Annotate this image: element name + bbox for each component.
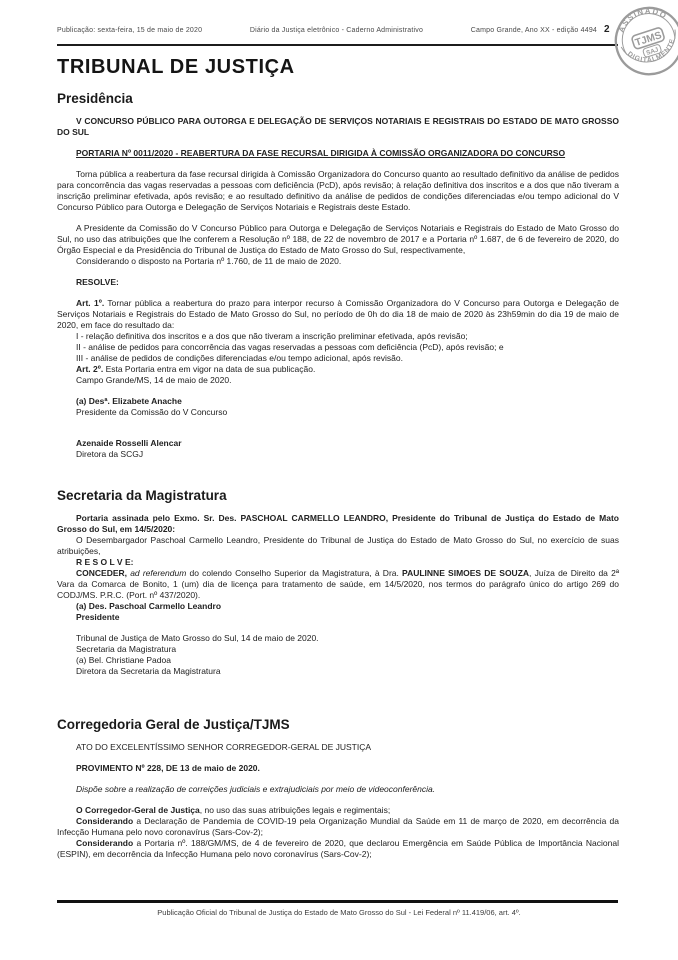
- text-run: PROVIMENTO Nº 228, DE 13 de maio de 2020.: [76, 763, 260, 773]
- text-run: A Presidente da Comissão do V Concurso Público para Outorga e Delegação de Serviços Notariais e Registrais do Estado de Mato Grosso do Sul, no uso das atribuições que lhe conferem a Resolução nº 188, de 22 de novembro de 2017 e a Portaria nº 1.687, de 6 de fevereiro de 2020, do Órgão Especial e da Presidência do Tribunal de Justiça do Estado de Mato Grosso do Sul, respectivamente,: [57, 223, 619, 255]
- document-section: [57, 91, 619, 460]
- text-run: Presidente: [76, 612, 120, 622]
- paragraph: [57, 449, 619, 460]
- text-run: ATO DO EXCELENTÍSSIMO SENHOR CORREGEDOR-GERAL DE JUSTIÇA: [76, 742, 372, 752]
- paragraph: [57, 438, 619, 449]
- stamp-unit-text: SAJ: [645, 46, 660, 57]
- text-run: Diretora da SCGJ: [76, 449, 144, 459]
- page-number: 2: [604, 24, 610, 35]
- paragraph: [57, 375, 619, 386]
- paragraph: [57, 116, 619, 138]
- text-run: CONCEDER,: [76, 568, 131, 578]
- paragraph: [57, 633, 619, 644]
- text-run: (a) Des. Paschoal Carmello Leandro: [76, 601, 222, 611]
- stamp-top-text: ASSINADO: [616, 6, 669, 34]
- paragraph: [57, 816, 619, 838]
- paragraph: [57, 644, 619, 655]
- paragraph: [57, 742, 619, 753]
- text-run: O Desembargador Paschoal Carmello Leandro, Presidente do Tribunal de Justiça do Estado de Mato Grosso do Sul, no exercício de suas atribuições,: [57, 535, 619, 556]
- paragraph: [57, 364, 619, 375]
- publication-date: Publicação: sexta-feira, 15 de maio de 2020: [57, 27, 203, 34]
- text-run: Art. 2º.: [76, 364, 104, 374]
- paragraph: [57, 298, 619, 331]
- paragraph: [57, 331, 619, 342]
- text-run: Considerando: [76, 816, 134, 826]
- text-run: a Portaria nº. 188/GM/MS, de 4 de fevereiro de 2020, que declarou Emergência em Saúde Pública de Importância Nacional (ESPIN), em decorrência da Infecção Humana pelo novo coronavírus (Sars-Cov-2);: [57, 838, 619, 859]
- text-run: (a) Bel. Christiane Padoa: [76, 655, 171, 665]
- paragraph: [57, 557, 619, 568]
- paragraph: [57, 396, 619, 407]
- section-heading: Corregedoria Geral de Justiça/TJMS: [57, 717, 290, 732]
- text-run: III - análise de pedidos de condições diferenciadas e/ou tempo adicional, após revisão.: [76, 353, 403, 363]
- paragraph: [57, 601, 619, 612]
- text-run: Esta Portaria entra em vigor na data de sua publicação.: [103, 364, 316, 374]
- paragraph: [57, 763, 619, 774]
- footer-note: Publicação Oficial do Tribunal de Justiça do Estado de Mato Grosso do Sul - Lei Federal nº 11.419/06, art. 4º.: [157, 908, 521, 917]
- footer-divider: [57, 900, 618, 903]
- digital-signature-stamp-icon: [610, 0, 678, 86]
- stamp-org-text: TJMS: [633, 30, 664, 50]
- text-run: Campo Grande/MS, 14 de maio de 2020.: [76, 375, 232, 385]
- paragraph: [57, 256, 619, 267]
- document-section: [57, 488, 619, 677]
- paragraph: [57, 666, 619, 677]
- section-heading: Presidência: [57, 91, 133, 106]
- text-run: Tornar pública a reabertura do prazo para interpor recurso à Comissão Organizadora do V Concurso para Outorga e Delegação de Serviços Notariais e Registrais do Estado de Mato Grosso do Sul, no período de 0h do dia 18 de maio de 2020 às 23h59min do dia 19 de maio de 2020, em face do resultado da:: [57, 298, 619, 330]
- text-run: PAULINNE SIMOES DE SOUZA: [402, 568, 530, 578]
- header-divider: [57, 44, 618, 46]
- section-heading: Secretaria da Magistratura: [57, 488, 227, 503]
- paragraph: [57, 805, 619, 816]
- text-run: I - relação definitiva dos inscritos e a dos que não tiveram a inscrição preliminar efetivada, após revisão;: [76, 331, 468, 341]
- text-run: , no uso das suas atribuições legais e regimentais;: [199, 805, 391, 815]
- document-section: [57, 717, 619, 860]
- text-run: PORTARIA Nº 0011/2020 - REABERTURA DA FASE RECURSAL DIRIGIDA À COMISSÃO ORGANIZADORA DO CONCURSO: [76, 148, 566, 158]
- text-run: Azenaide Rosselli Alencar: [76, 438, 182, 448]
- paragraph: [57, 568, 619, 601]
- text-run: do colendo Conselho Superior da Magistratura, à Dra.: [186, 568, 403, 578]
- text-run: RESOLVE:: [76, 277, 119, 287]
- text-run: a Declaração de Pandemia de COVID-19 pela Organização Mundial da Saúde em 11 de março de 2020, em decorrência da Infecção Humana pelo novo coronavírus (Sars-Cov-2);: [57, 816, 619, 837]
- text-run: (a) Desª. Elizabete Anache: [76, 396, 182, 406]
- text-run: Art. 1º.: [76, 298, 105, 308]
- text-run: Portaria assinada pelo Exmo. Sr. Des. PASCHOAL CARMELLO LEANDRO, Presidente do Tribunal de Justiça do Estado de Mato Grosso do Sul, em 14/5/2020:: [57, 513, 619, 534]
- text-run: ad referendum: [130, 568, 187, 578]
- paragraph: [57, 655, 619, 666]
- paragraph: [57, 838, 619, 860]
- page-header: [57, 27, 597, 34]
- paragraph: [57, 535, 619, 557]
- text-run: O Corregedor-Geral de Justiça: [76, 805, 200, 815]
- paragraph: [57, 148, 619, 159]
- paragraph: [57, 277, 619, 288]
- text-run: II - análise de pedidos para concorrência das vagas reservadas a pessoas com deficiência (PcD), após revisão; e: [76, 342, 504, 352]
- document-body: [57, 48, 619, 860]
- sections-container: [57, 91, 619, 860]
- text-run: Torna pública a reabertura da fase recursal dirigida à Comissão Organizadora do Concurso quanto ao resultado definitivo da análise de pedidos para concorrência das vagas reservadas a pessoas com deficiência (PcD), após revisão; à relação definitiva dos inscritos e a dos que não tiveram a inscrição preliminar efetivada, após revisão; e ao resultado definitivo da análise de pedidos de condições diferenciadas e/ou tempo adicional do V Concurso Público para Outorga e Delegação de Serviços Notariais e Registrais deste Estado.: [57, 169, 619, 212]
- stamp-bottom-text: DIGITALMENTE: [625, 37, 677, 65]
- paragraph: [57, 342, 619, 353]
- text-run: R E S O L V E:: [76, 557, 134, 567]
- edition-info: Campo Grande, Ano XX - edição 4494: [470, 27, 597, 34]
- journal-title: Diário da Justiça eletrônico - Caderno Administrativo: [249, 27, 424, 34]
- paragraph: [57, 784, 619, 795]
- paragraph: [57, 513, 619, 535]
- text-run: Secretaria da Magistratura: [76, 644, 177, 654]
- text-run: Considerando: [76, 838, 134, 848]
- text-run: Tribunal de Justiça de Mato Grosso do Sul, 14 de maio de 2020.: [76, 633, 319, 643]
- text-run: Considerando o disposto na Portaria nº 1.760, de 11 de maio de 2020.: [76, 256, 342, 266]
- text-run: V CONCURSO PÚBLICO PARA OUTORGA E DELEGAÇÃO DE SERVIÇOS NOTARIAIS E REGISTRAIS DO ESTADO DE MATO GROSSO DO SUL: [57, 116, 619, 137]
- text-run: Presidente da Comissão do V Concurso: [76, 407, 228, 417]
- text-run: Dispõe sobre a realização de correições judiciais e extrajudiciais por meio de videoconferência.: [76, 784, 436, 794]
- paragraph: [57, 407, 619, 418]
- text-run: Diretora da Secretaria da Magistratura: [76, 666, 221, 676]
- paragraph: [57, 612, 619, 623]
- paragraph: [57, 353, 619, 364]
- paragraph: [57, 169, 619, 213]
- paragraph: [57, 223, 619, 256]
- page-title: TRIBUNAL DE JUSTIÇA: [57, 56, 295, 78]
- text-run: , Juíza de Direito da 2ª Vara da Comarca de Bonito, 1 (um) dia de licença para tratamento de saúde, em 14/5/2020, nos termos do parágrafo único do artigo 269 do CODJ/MS. P.R.C. (Port. nº 437/2020).: [57, 568, 619, 600]
